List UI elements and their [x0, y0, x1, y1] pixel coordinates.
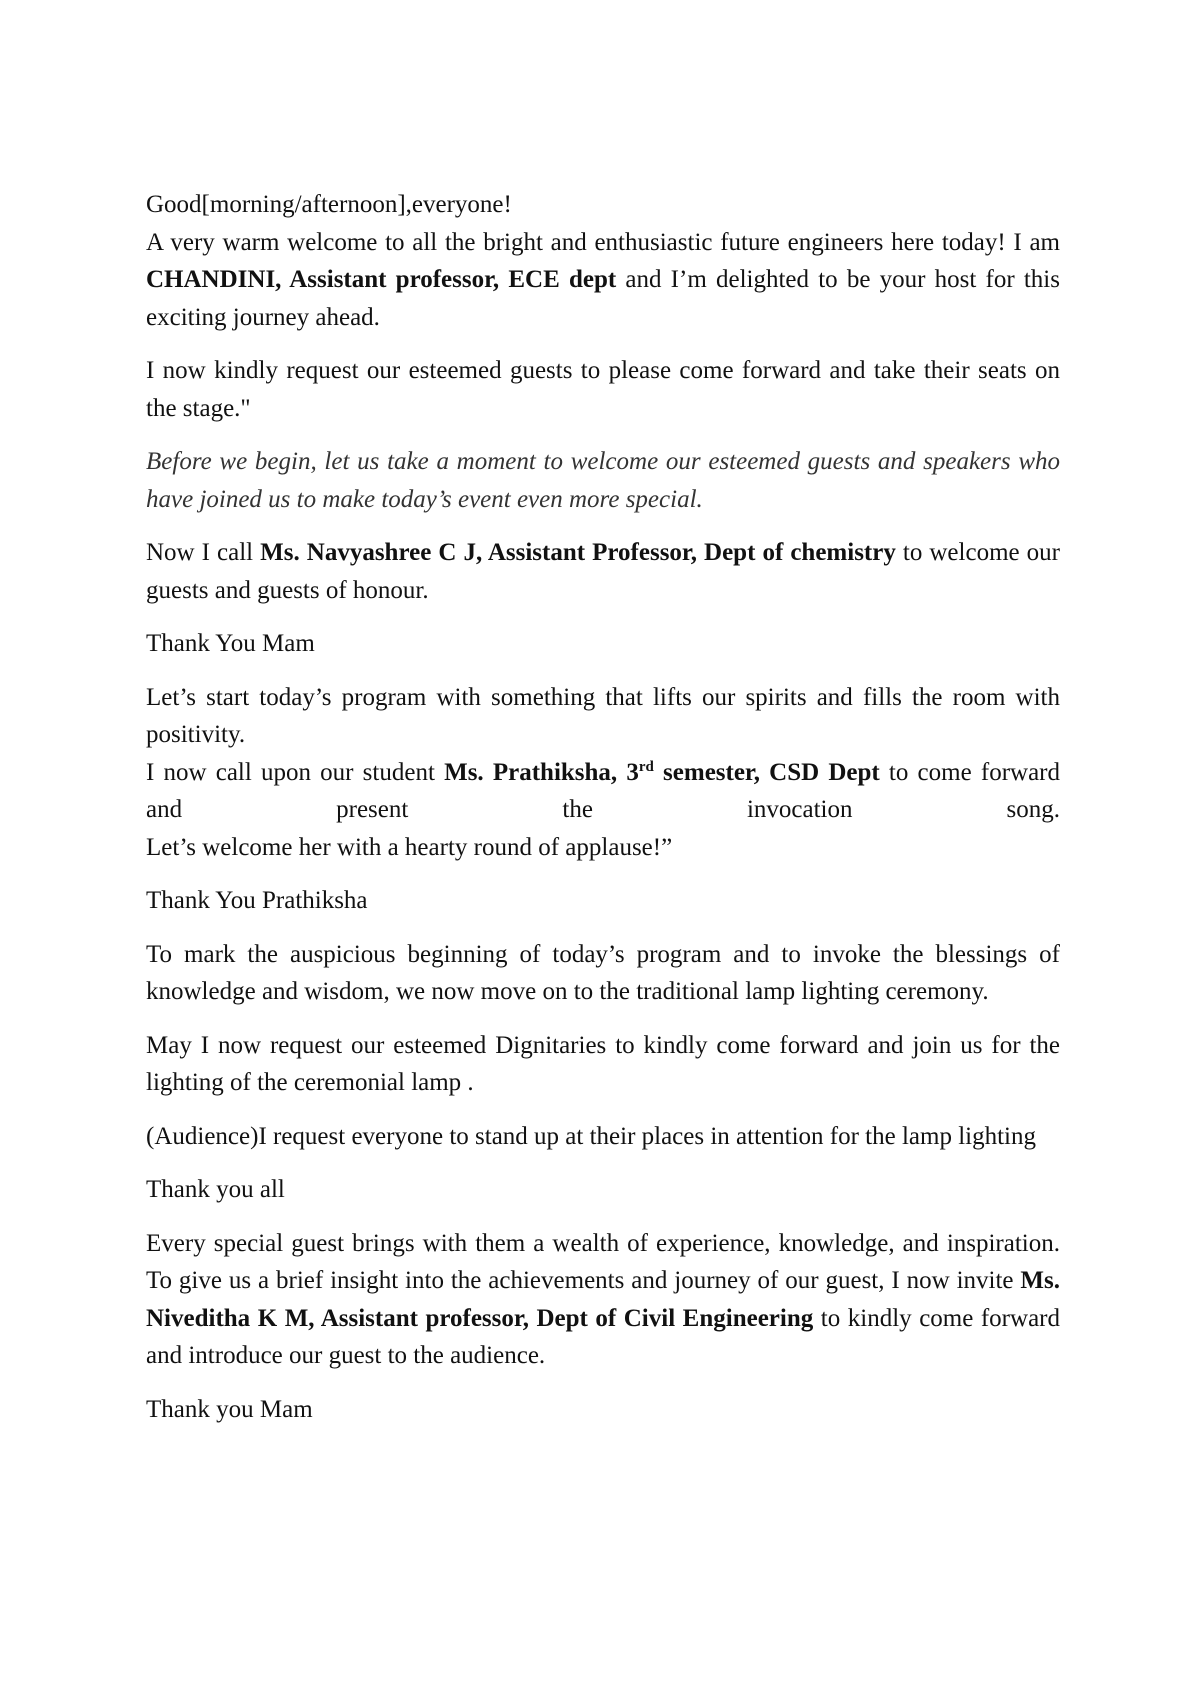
host-name: CHANDINI, Assistant professor, ECE dept: [146, 266, 617, 293]
request-stage-paragraph: I now kindly request our esteemed guests to please come forward and take their seats on the stage.": [146, 357, 1060, 422]
welcome-text: A very warm welcome to all the bright and enthusiastic future engineers here today! I am: [146, 228, 1060, 256]
welcome-paragraph: [146, 224, 1060, 337]
invocation-line-2: [146, 754, 1060, 829]
call-welcome-text-end: to welcome our guests and guests of honour.: [146, 539, 1060, 604]
invocation-line-1: Let’s start today’s program with something that lifts our spirits and fills the room with positivity.: [146, 683, 1060, 748]
call-welcome-text: Now I call: [146, 539, 261, 566]
guest-intro-text-end: to kindly come forward and introduce our guest to the audience.: [146, 1304, 1060, 1369]
thank-you-mam-1: Thank You Mam: [146, 630, 315, 657]
welcome-text-end: and I’m delighted to be your host for this exciting journey ahead.: [146, 266, 1060, 331]
student-semester: semester, CSD Dept: [653, 758, 880, 786]
thank-you-mam-2: Thank you Mam: [146, 1395, 313, 1423]
lamp-request-paragraph: May I now request our esteemed Dignitaries to kindly come forward and join us for the lighting of the ceremonial lamp .: [146, 1031, 1060, 1096]
before-begin-paragraph: Before we begin, let us take a moment to welcome our esteemed guests and speakers who have joined us to make today’s event even more special.: [146, 448, 1060, 513]
invocation-call-text-end: to come forward and present the invocation song.: [146, 758, 1060, 823]
thank-you-prathiksha: Thank You Prathiksha: [146, 887, 368, 914]
guest-intro-text: Every special guest brings with them a wealth of experience, knowledge, and inspiration. To give us a brief insight into the achievements and journey of our guest, I now invite: [146, 1229, 1060, 1294]
ordinal-superscript: rd: [638, 758, 654, 775]
call-welcome-paragraph: [146, 534, 1060, 609]
thank-you-all: Thank you all: [146, 1176, 285, 1203]
lamp-intro-paragraph: To mark the auspicious beginning of today’s program and to invoke the blessings of knowledge and wisdom, we now move on to the traditional lamp lighting ceremony.: [146, 940, 1060, 1005]
student-name: Ms. Prathiksha, 3: [444, 758, 639, 786]
document-body: [146, 186, 1060, 1444]
invocation-call-text: I now call upon our student: [146, 758, 445, 786]
welcome-speaker-name: Ms. Navyashree C J, Assistant Professor, Dept of chemistry: [260, 539, 896, 566]
greeting-line: Good[morning/afternoon],everyone!: [146, 191, 512, 218]
invocation-line-3: Let’s welcome her with a hearty round of applause!”: [146, 833, 673, 861]
invocation-paragraph: [146, 679, 1060, 867]
guest-intro-paragraph: [146, 1225, 1060, 1375]
audience-paragraph: (Audience)I request everyone to stand up at their places in attention for the lamp lighting: [146, 1122, 1036, 1150]
introducer-name: Ms. Niveditha K M, Assistant professor, Dept of Civil Engineering: [146, 1267, 1060, 1332]
